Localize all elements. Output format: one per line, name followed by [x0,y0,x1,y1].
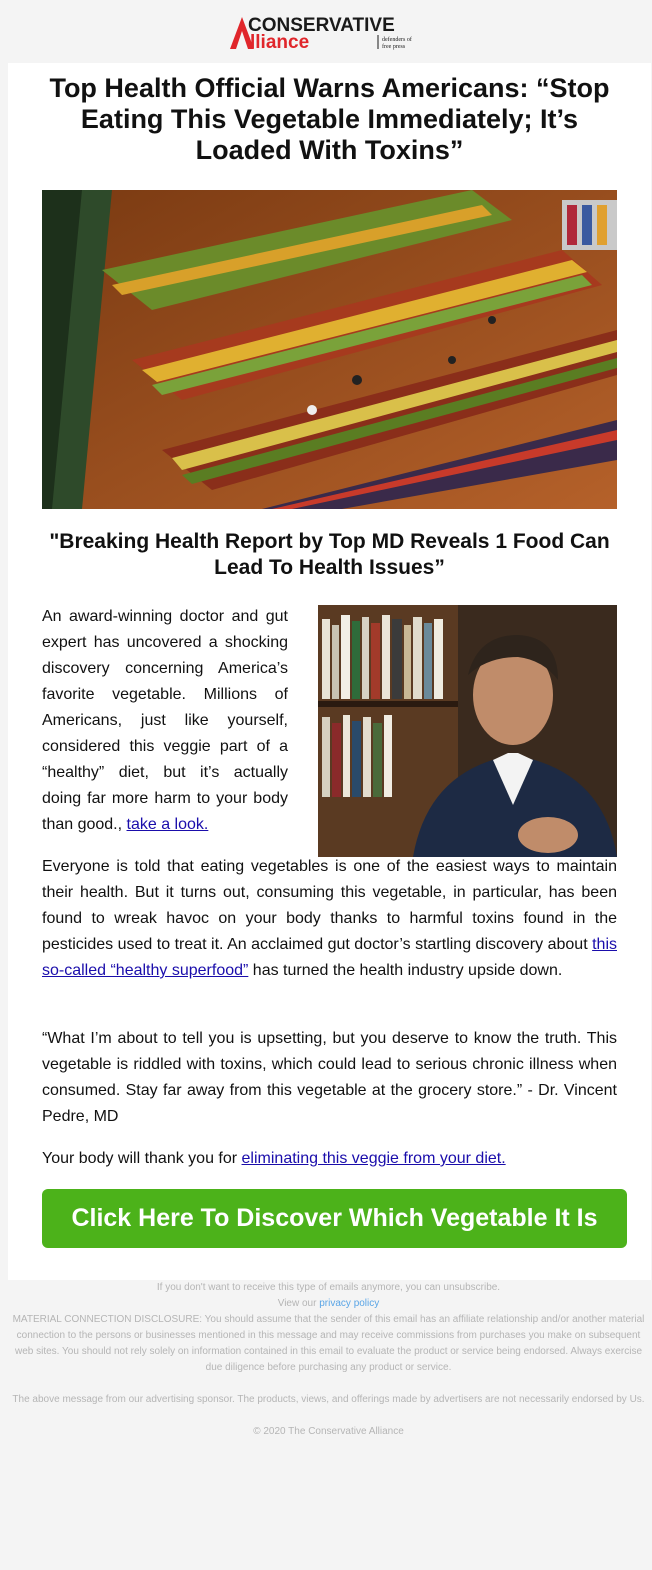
eliminate-veggie-link[interactable]: eliminating this veggie from your diet. [241,1150,506,1167]
article-title: Top Health Official Warns Americans: “Stop Eating This Vegetable Immediately; It’s Loaded With Toxins” [49,73,610,165]
grocery-store-hero-image[interactable] [42,190,617,509]
doctor-portrait-illustration [318,605,617,857]
discover-vegetable-cta-button[interactable]: Click Here To Discover Which Vegetable It Is [42,1189,627,1248]
sponsor-disclaimer: The above message from our advertising sponsor. The products, views, and offerings made by advertisers are not necessarily endorsed by Us. [12,1394,645,1405]
body-paragraph-1-text: Everyone is told that eating vegetables is one of the easiest ways to maintain their health. But it turns out, consuming this vegetable, in particular, has been found to wreak havoc on your body thanks to harmful toxins found in the pesticides used to treat it. An acclaimed gut doctor’s startling discovery about [42,858,617,953]
email-header [0,0,652,63]
article-subheadline: "Breaking Health Report by Top MD Reveals 1 Food Can Lead To Health Issues” [49,530,610,579]
email-footer [10,1280,647,1440]
logo-graphic [228,12,433,52]
unsubscribe-notice[interactable]: If you don't want to receive this type of emails anymore, you can unsubscribe. [156,1282,501,1293]
grocery-produce-illustration [42,190,617,509]
take-a-look-link[interactable]: take a look. [126,816,209,833]
doctor-quote-paragraph: “What I’m about to tell you is upsetting, but you deserve to know the truth. This vegetable is riddled with toxins, which could lead to serious chronic illness when consumed. Stay far away from this vegetable at the grocery store.” - Dr. Vincent Pedre, MD [42,1030,617,1125]
logo-tagline-1: defenders of [382,37,412,43]
logo-tagline-2: free press [382,44,406,50]
email-body-card [8,63,651,1280]
body-paragraph-1-after: has turned the health industry upside down. [248,962,563,979]
closing-text: Your body will thank you for [42,1150,242,1167]
doctor-portrait-image[interactable] [318,605,617,857]
copyright-notice: © 2020 The Conservative Alliance [253,1426,404,1437]
intro-text: An award-winning doctor and gut expert has uncovered a shocking discovery concerning America’s favorite vegetable. Millions of Americans, just like yourself, considered this veggie part of a “healthy” diet, but it’s actually doing far more harm to your body than good., [42,608,288,833]
closing-paragraph [42,1146,617,1172]
logo-line2: lliance [250,32,310,52]
intro-paragraph [42,604,288,838]
material-connection-disclosure: MATERIAL CONNECTION DISCLOSURE: You should assume that the sender of this email has an affiliate relationship and/or another material connection to the persons or businesses mentioned in this message and may receive commissions from purchases you make on subsequent web sites. You should not rely solely on information contained in this email to evaluate the product or service being endorsed. Always exercise due diligence before purchasing any product or service. [12,1314,645,1373]
privacy-policy-link[interactable]: privacy policy [319,1298,380,1309]
privacy-prefix: View our [277,1298,320,1309]
healthy-superfood-link[interactable]: this so-called “healthy superfood” [42,936,617,979]
conservative-alliance-logo[interactable] [228,12,433,52]
privacy-line [10,1296,647,1312]
body-paragraph-1 [42,854,617,984]
logo-line1: CONSERVATIVE [248,15,395,36]
